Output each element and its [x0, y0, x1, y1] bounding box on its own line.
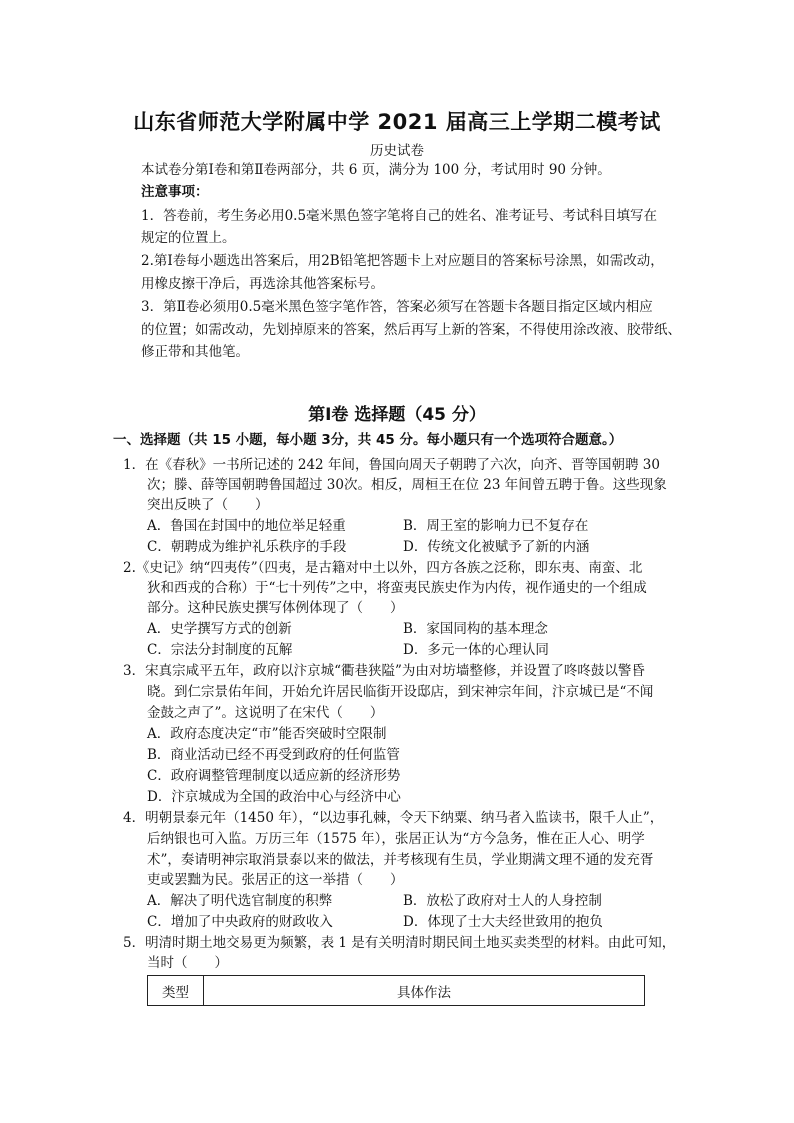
q3-line2: 晓。到仁宗景佑年间，开始允许居民临街开设邸店，到宋神宗年间，汴京城已是“不闻 — [147, 684, 654, 700]
q3-option-b: B．商业活动已经不再受到政府的任何监管 — [147, 747, 400, 763]
q2-line2: 狄和西戎的合称）于“七十列传”之中，将蛮夷民族史作为内传，视作通史的一个组成 — [147, 580, 647, 596]
notice-1a: 1．答卷前，考生务必用0.5毫米黑色签字笔将自己的姓名、准考证号、考试科目填写在 — [141, 208, 658, 224]
notice-1b: 规定的位置上。 — [141, 230, 236, 246]
notice-2b: 用橡皮擦干净后，再选涂其他答案标号。 — [141, 276, 384, 292]
q1-option-b: B．周王室的影响力已不复存在 — [403, 518, 589, 534]
q2-option-c: C．宗法分封制度的瓦解 — [147, 642, 293, 658]
q4-option-c: C．增加了中央政府的财政收入 — [147, 914, 333, 930]
q2-line1: 2.《史记》纳“四夷传”（四夷，是古籍对中土以外，四方各族之泛称，即东夷、南蛮、北 — [123, 560, 643, 576]
q2-option-b: B．家国同构的基本理念 — [403, 621, 548, 637]
q1-option-d: D．传统文化被赋予了新的内涵 — [403, 539, 590, 555]
table-row — [148, 976, 645, 1006]
q4-option-a: A．解决了明代选官制度的积弊 — [147, 893, 333, 909]
q2-option-a: A．史学撰写方式的创新 — [147, 621, 292, 637]
q3-option-a: A．政府态度决定“市”能否突破时空限制 — [147, 726, 387, 742]
page-subtitle: 历史试卷 — [370, 143, 424, 159]
notice-3c: 修正带和其他笔。 — [141, 344, 249, 360]
notice-3b: 的位置；如需改动，先划掉原来的答案，然后再写上新的答案，不得使用涂改液、胶带纸、 — [141, 322, 681, 338]
notice-3a: 3．第Ⅱ卷必须用0.5毫米黑色签字笔作答，答案必须写在答题卡各题目指定区域内相应 — [141, 299, 653, 315]
q5-line2: 当时（ ） — [147, 955, 228, 971]
intro-line: 本试卷分第Ⅰ卷和第Ⅱ卷两部分，共 6 页，满分为 100 分，考试用时 90 分钟。 — [141, 162, 611, 178]
q4-option-d: D．体现了士大夫经世致用的抱负 — [403, 914, 603, 930]
section-title: 第Ⅰ卷 选择题（45 分） — [308, 405, 486, 425]
q3-option-c: C．政府调整管理制度以适应新的经济形势 — [147, 768, 401, 784]
q1-line3: 突出反映了（ ） — [147, 497, 269, 513]
q3-line3: 金鼓之声了”。这说明了在宋代（ ） — [147, 705, 384, 721]
page-title: 山东省师范大学附属中学 2021 届高三上学期二模考试 — [133, 110, 661, 134]
q3-line1: 3．宋真宗咸平五年，政府以汴京城“衢巷狭隘”为由对坊墙整修，并设置了咚咚鼓以警昏 — [123, 663, 645, 679]
q1-option-c: C．朝聘成为维护礼乐秩序的手段 — [147, 539, 347, 555]
q5-line1: 5．明清时期土地交易更为频繁，表 1 是有关明清时期民间土地买卖类型的材料。由此可知， — [123, 935, 676, 951]
q4-line3: 术”，奏请明神宗取消景泰以来的做法，并考核现有生员，学业期满文理不通的发充胥 — [147, 852, 654, 868]
q4-line1: 4．明朝景泰元年（1450 年），“以边事孔棘，令天下纳粟、纳马者入监读书，限千人止”， — [123, 810, 664, 826]
notice-2a: 2.第Ⅰ卷每小题选出答案后，用2B铅笔把答题卡上对应题目的答案标号涂黑，如需改动， — [141, 253, 664, 269]
q1-line2: 次；滕、薛等国朝聘鲁国超过 30次。相反，周桓王在位 23 年间曾五聘于鲁。这些现象 — [147, 477, 667, 493]
q5-table — [147, 975, 645, 1006]
q1-line1: 1．在《春秋》一书所记述的 242 年间，鲁国向周天子朝聘了六次，向齐、晋等国朝聘 30 — [123, 457, 660, 473]
q2-option-d: D．多元一体的心理认同 — [403, 642, 549, 658]
table-header-method: 具体作法 — [204, 976, 645, 1006]
notice-title: 注意事项： — [141, 184, 209, 200]
table-header-type: 类型 — [148, 976, 204, 1006]
q2-line3: 部分。这种民族史撰写体例体现了（ ） — [147, 600, 404, 616]
q4-line2: 后纳银也可入监。万历三年（1575 年），张居正认为“方今急务，惟在正人心、明学 — [147, 831, 645, 847]
q1-option-a: A．鲁国在封国中的地位举足轻重 — [147, 518, 346, 534]
q3-option-d: D．汴京城成为全国的政治中心与经济中心 — [147, 789, 401, 805]
part-heading: 一、选择题（共 15 小题，每小题 3分，共 45 分。每小题只有一个选项符合题意。） — [113, 432, 623, 448]
q4-option-b: B．放松了政府对士人的人身控制 — [403, 893, 602, 909]
q4-line4: 吏或罢黜为民。张居正的这一举措（ ） — [147, 872, 404, 888]
